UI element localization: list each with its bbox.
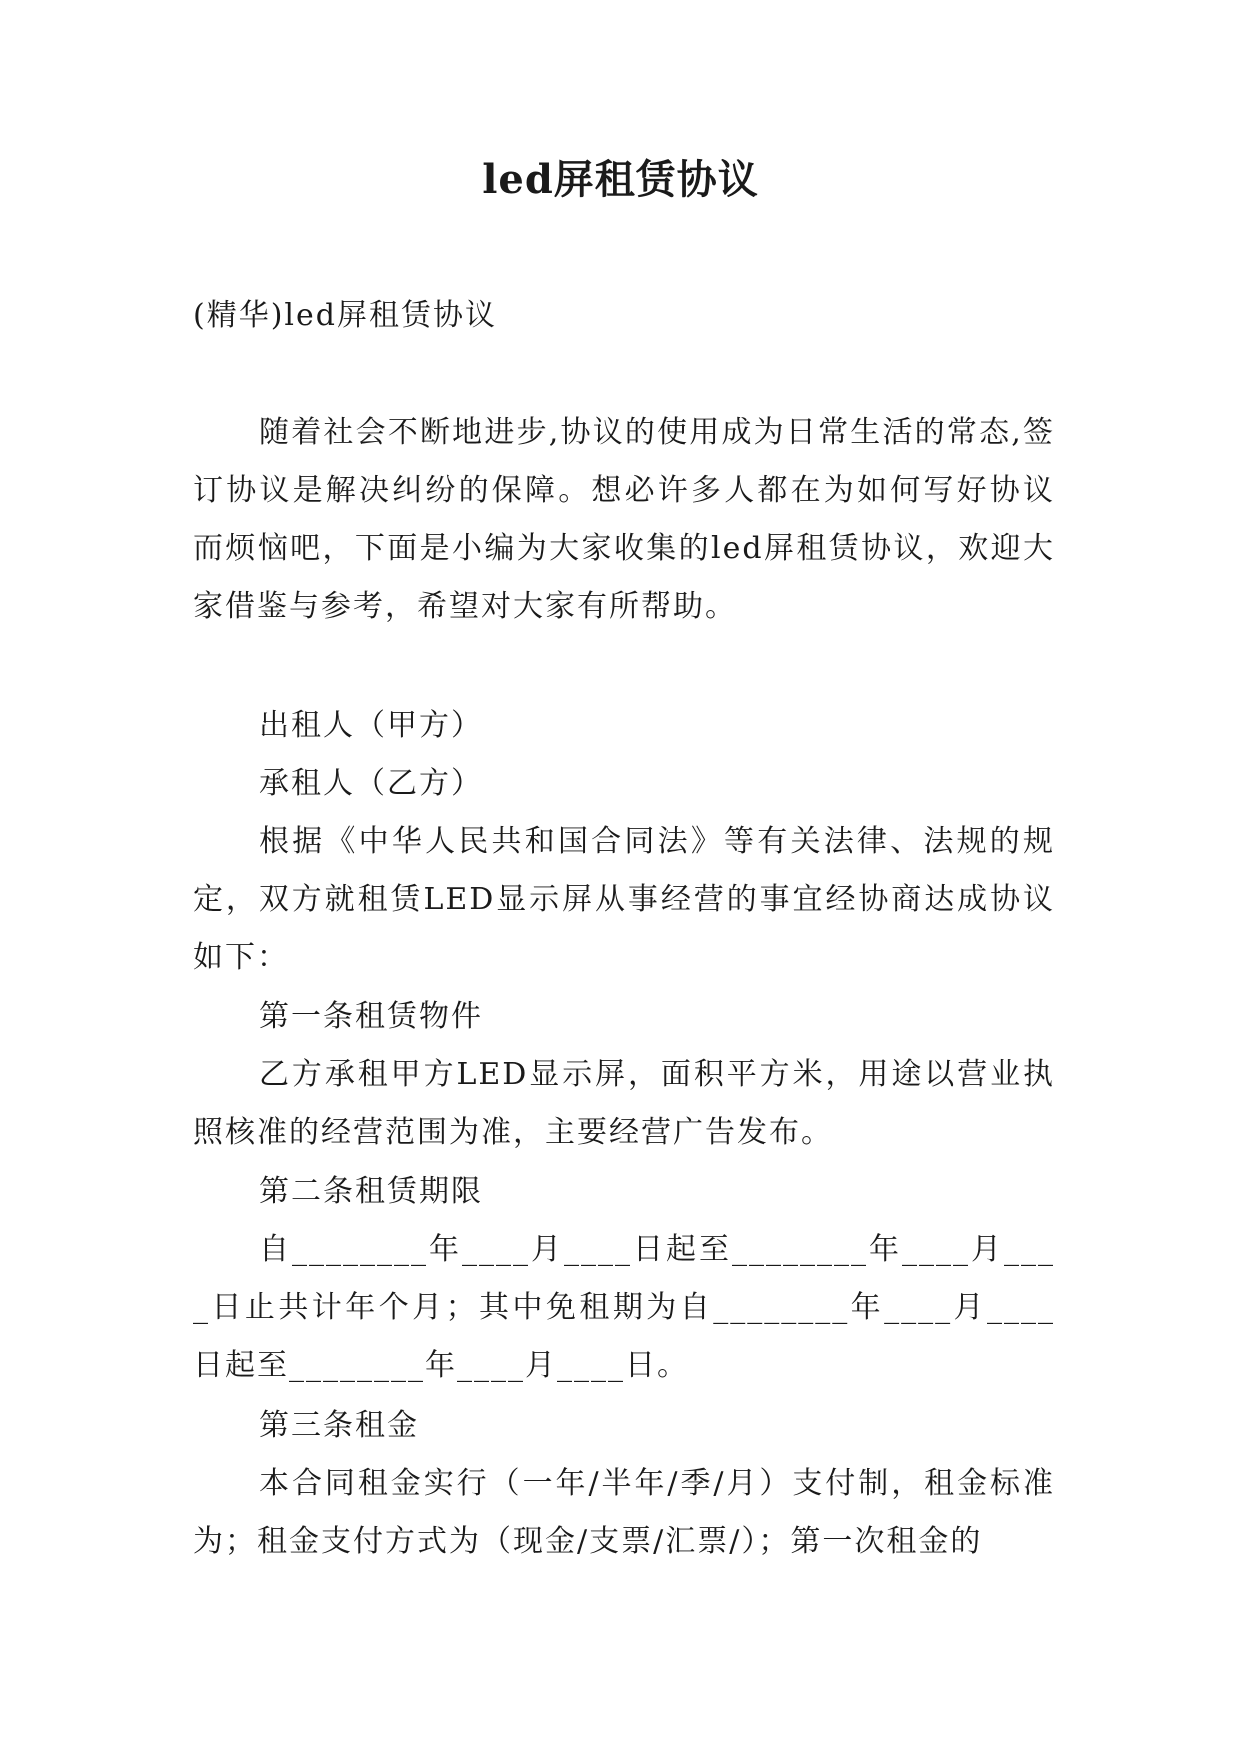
article-2-body: 自________年____月____日起至________年____月____日止共计年个月；其中免租期为自________年____月____日起至________年____月____日。 — [193, 1232, 1055, 1383]
article-2-title: 第二条租赁期限 — [259, 1174, 483, 1209]
article-3-body: 本合同租金实行（一年/半年/季/月）支付制，租金标准为；租金支付方式为（现金/支票/汇票/）；第一次租金的 — [193, 1466, 1055, 1559]
lessee-line: 承租人（乙方） — [259, 766, 483, 801]
basis-paragraph: 根据《中华人民共和国合同法》等有关法律、法规的规定，双方就租赁LED显示屏从事经营的事宜经协商达成协议如下： — [193, 824, 1055, 975]
article-3-title: 第三条租金 — [259, 1408, 419, 1443]
document-subtitle: (精华)led屏租赁协议 — [193, 298, 497, 333]
document-title: led屏租赁协议 — [482, 156, 759, 203]
intro-paragraph: 随着社会不断地进步,协议的使用成为日常生活的常态,签订协议是解决纠纷的保障。想必许多人都在为如何写好协议而烦恼吧，下面是小编为大家收集的led屏租赁协议，欢迎大家借鉴与参考，希望对大家有所帮助。 — [193, 415, 1055, 624]
article-1-title: 第一条租赁物件 — [259, 999, 483, 1034]
article-1-body: 乙方承租甲方LED显示屏，面积平方米，用途以营业执照核准的经营范围为准，主要经营广告发布。 — [193, 1057, 1055, 1150]
lessor-line: 出租人（甲方） — [259, 708, 483, 743]
